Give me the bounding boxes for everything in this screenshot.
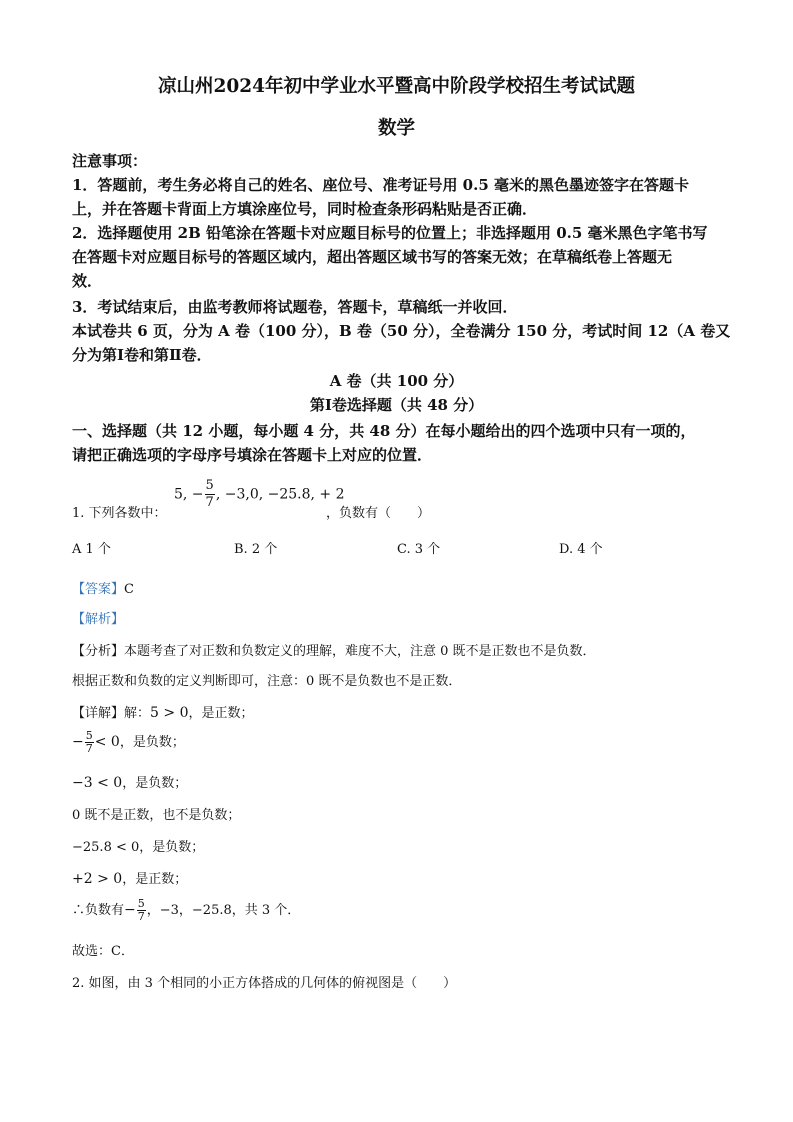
answer-label: 【答案】: [72, 582, 125, 597]
answer-line: [72, 578, 134, 597]
step-line: [72, 868, 187, 887]
notice-line: 2．选择题使用 2B 铅笔涂在答题卡对应题目标号的位置上；非选择题用 0.5 毫米黑色字笔书写: [72, 224, 708, 242]
q1-option-a: A 1 个: [72, 542, 111, 557]
notice-line: 分为第Ⅰ卷和第Ⅱ卷．: [72, 346, 212, 364]
step-expression: +2 > 0: [72, 871, 123, 887]
fenxi-text: 本题考查了对正数和负数定义的理解，难度不大，注意 0 既不是正数也不是负数．: [124, 644, 596, 659]
q1-set-part: 5, −: [174, 486, 204, 503]
step-note: ，是负数；: [139, 840, 205, 855]
q2-stem: 2. 如图，由 3 个相同的小正方体搭成的几何体的俯视图是（ ）: [72, 976, 457, 991]
conclusion-sign: −: [124, 902, 136, 918]
section-a-title: A 卷（共 100 分）: [329, 372, 464, 390]
conclusion-suffix: ，共 3 个．: [231, 903, 301, 918]
answer-value: C: [124, 582, 134, 597]
fenxi-line: [72, 640, 596, 659]
q1-option-d: D. 4 个: [559, 542, 603, 557]
step-relation: < 0: [94, 734, 120, 750]
conclusion-prefix: ∴负数有: [72, 903, 125, 918]
step-fraction: [85, 730, 94, 755]
notice-line: 上，并在答题卡背面上方填涂座位号，同时检查条形码粘贴是否正确．: [72, 200, 538, 218]
analysis-label: 【解析】: [72, 612, 125, 627]
notice-line: 效．: [72, 272, 103, 290]
detail-label: 【详解】: [72, 706, 125, 721]
step-note: ，是负数；: [122, 776, 188, 791]
fraction-denominator: 7: [137, 910, 145, 923]
fraction-numerator: 5: [205, 478, 214, 493]
page-title: 凉山州2024年初中学业水平暨高中阶段学校招生考试试题: [158, 76, 635, 97]
q1-set-part: , −3,0, −25.8, + 2: [215, 486, 345, 503]
q1-option-b: B. 2 个: [234, 542, 278, 557]
subject-title: 数学: [377, 118, 415, 139]
step-expression: −25.8 < 0: [72, 840, 140, 855]
notice-line: 1．答题前，考生务必将自己的姓名、座位号、准考证号用 0.5 毫米的黑色墨迹签字在答题卡: [72, 176, 689, 194]
fraction-denominator: 7: [85, 742, 93, 755]
part1-title: 第Ⅰ卷选择题（共 48 分）: [309, 396, 484, 414]
conclusion-fraction: [137, 898, 146, 923]
step-note: ，是负数；: [119, 735, 185, 750]
notice-line: 3．考试结束后，由监考教师将试题卷，答题卡，草稿纸一并收回．: [72, 298, 518, 316]
step-expression: −3 < 0: [72, 775, 123, 791]
q1-stem-suffix: ，负数有（ ）: [326, 506, 431, 521]
step-sign: −: [72, 734, 84, 750]
q1-stem-prefix: 1. 下列各数中：: [72, 506, 167, 521]
fenxi-label: 【分析】: [72, 644, 125, 659]
step-note: ，是正数；: [122, 872, 188, 887]
mc-intro: 一、选择题（共 12 小题，每小题 4 分，共 48 分）在每小题给出的四个选项中只有一项的，: [72, 422, 696, 440]
conclusion-line: [72, 898, 300, 923]
fraction-numerator: 5: [85, 729, 93, 742]
q1-number-set: [174, 478, 345, 511]
mc-intro: 请把正确选项的字母序号填涂在答题卡上对应的位置．: [72, 446, 433, 464]
step-note: ，是正数；: [188, 706, 254, 721]
step-expression: 5 > 0: [150, 705, 189, 721]
notice-line: 本试卷共 6 页，分为 A 卷（100 分），B 卷（50 分），全卷满分 150 分，考试时间 12（A 卷又: [72, 322, 731, 340]
final-answer: 故选：C．: [72, 944, 134, 959]
conclusion-values: ，−3，−25.8: [146, 903, 232, 918]
step-line: 0 既不是正数，也不是负数；: [72, 808, 241, 823]
detail-intro: 解：: [124, 706, 151, 721]
notice-heading: 注意事项：: [72, 152, 148, 170]
step-line: [72, 772, 187, 791]
rule-text: 根据正数和负数的定义判断即可，注意：0 既不是负数也不是正数．: [72, 674, 462, 689]
fraction-denominator: 7: [205, 495, 214, 510]
step-line: [72, 730, 185, 755]
notice-line: 在答题卡对应题目标号的答题区域内，超出答题区域书写的答案无效；在草稿纸卷上答题无: [72, 248, 673, 266]
detail-line: [72, 702, 254, 721]
step-line: [72, 836, 204, 855]
q1-option-c: C. 3 个: [397, 542, 441, 557]
q1-set-fraction: [205, 478, 215, 511]
fraction-numerator: 5: [137, 897, 145, 910]
